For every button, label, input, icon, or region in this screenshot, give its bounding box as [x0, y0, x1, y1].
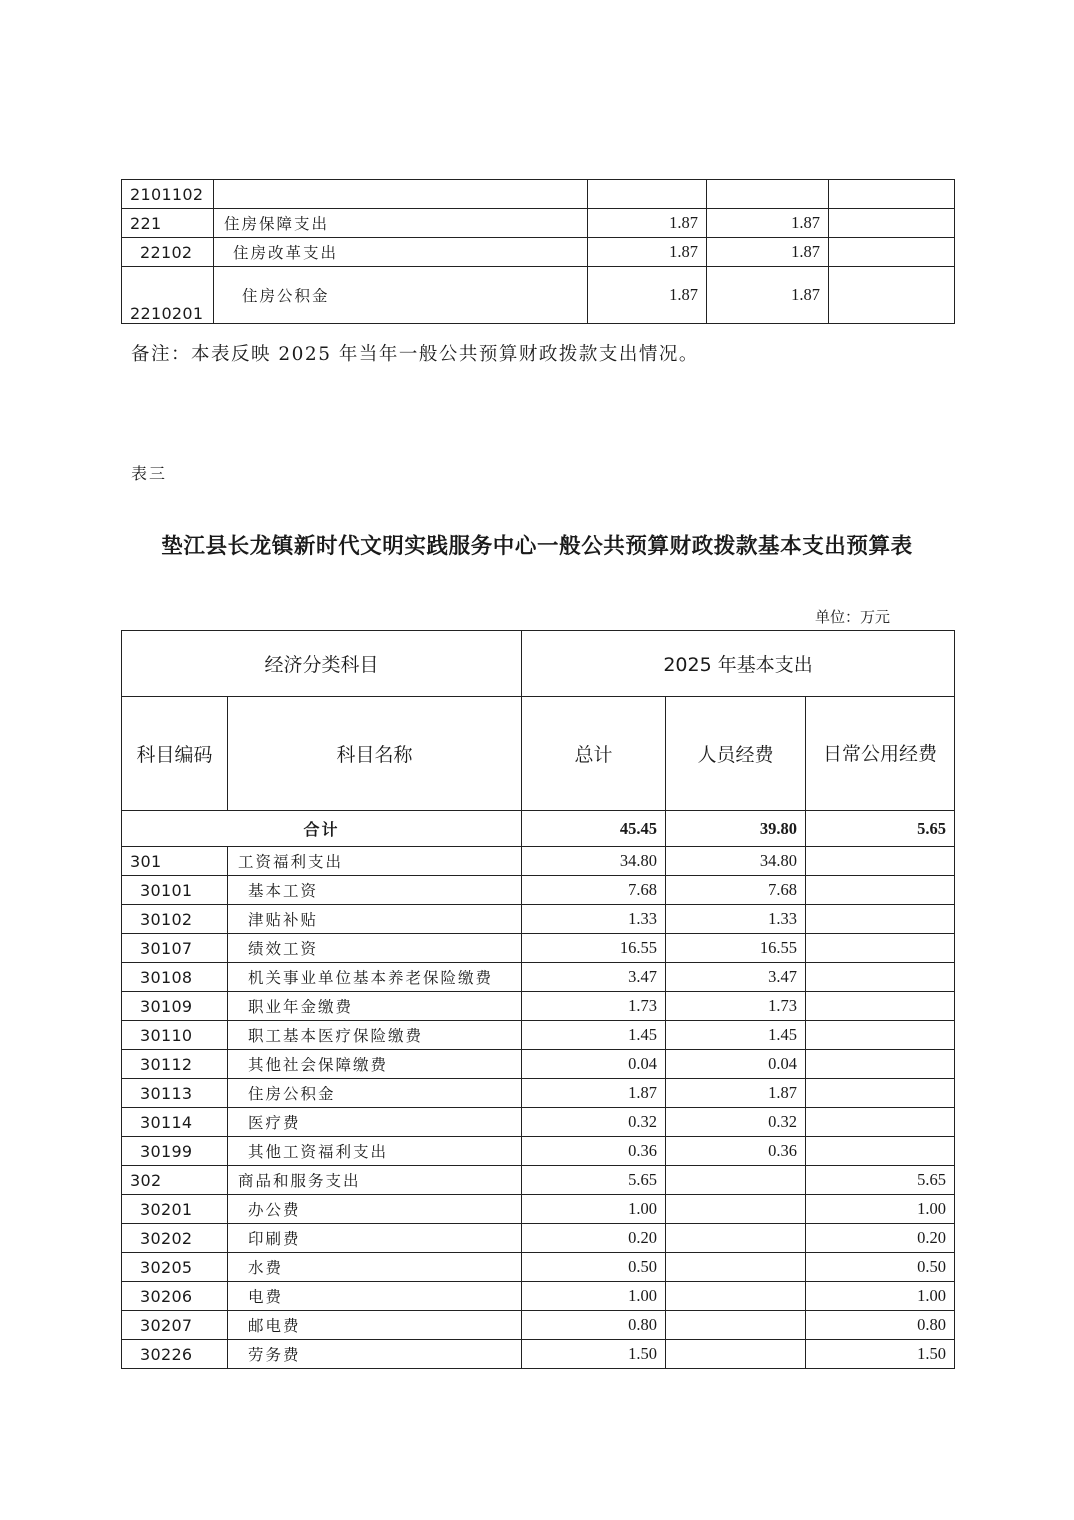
personnel-value: 1.87	[707, 267, 829, 324]
total-value: 3.47	[522, 963, 666, 992]
total-value: 34.80	[522, 847, 666, 876]
public-value	[806, 1021, 955, 1050]
subject-code: 30207	[122, 1311, 228, 1340]
personnel-value: 1.33	[666, 905, 806, 934]
total-value: 5.65	[522, 1166, 666, 1195]
personnel-value	[666, 1253, 806, 1282]
subject-code: 30205	[122, 1253, 228, 1282]
personnel-value	[666, 1195, 806, 1224]
personnel-value: 1.87	[707, 209, 829, 238]
personnel-value: 1.87	[666, 1079, 806, 1108]
personnel-value: 3.47	[666, 963, 806, 992]
table-row	[122, 1137, 955, 1166]
subject-code: 301	[122, 847, 228, 876]
header-economic-classification: 经济分类科目	[122, 631, 522, 697]
subject-code: 30112	[122, 1050, 228, 1079]
public-value: 1.00	[806, 1195, 955, 1224]
table-row	[122, 267, 955, 324]
subject-code: 30109	[122, 992, 228, 1021]
table-row	[122, 1021, 955, 1050]
subject-code: 30108	[122, 963, 228, 992]
previous-table-body	[122, 180, 955, 324]
total-public: 5.65	[806, 811, 955, 847]
header-row-group	[122, 631, 955, 697]
subject-name	[214, 180, 588, 209]
subject-code: 22102	[122, 238, 214, 267]
table-row	[122, 1166, 955, 1195]
personnel-value	[666, 1224, 806, 1253]
public-value	[806, 905, 955, 934]
subject-code: 30102	[122, 905, 228, 934]
basic-expenditure-table	[121, 630, 955, 1369]
total-value	[588, 180, 707, 209]
subject-code: 30107	[122, 934, 228, 963]
subject-name: 电费	[228, 1282, 522, 1311]
total-row	[122, 811, 955, 847]
public-value	[806, 1137, 955, 1166]
personnel-value: 0.32	[666, 1108, 806, 1137]
public-value	[806, 847, 955, 876]
subject-code: 30113	[122, 1079, 228, 1108]
total-value: 0.36	[522, 1137, 666, 1166]
public-value	[829, 267, 955, 324]
table-row	[122, 992, 955, 1021]
subject-name: 办公费	[228, 1195, 522, 1224]
main-table-body	[122, 811, 955, 1369]
subject-code: 2101102	[122, 180, 214, 209]
subject-code: 30114	[122, 1108, 228, 1137]
total-value: 1.87	[588, 267, 707, 324]
header-subject-code: 科目编码	[122, 697, 228, 811]
table-row	[122, 1079, 955, 1108]
subject-name: 其他工资福利支出	[228, 1137, 522, 1166]
table-row	[122, 1282, 955, 1311]
table-row	[122, 847, 955, 876]
public-value	[829, 238, 955, 267]
total-value: 0.20	[522, 1224, 666, 1253]
public-value	[829, 180, 955, 209]
table-label: 表三	[131, 464, 168, 483]
public-value: 1.00	[806, 1282, 955, 1311]
subject-name: 邮电费	[228, 1311, 522, 1340]
table-row	[122, 238, 955, 267]
public-value	[806, 1079, 955, 1108]
subject-name: 其他社会保障缴费	[228, 1050, 522, 1079]
personnel-value	[666, 1282, 806, 1311]
subject-name: 绩效工资	[228, 934, 522, 963]
table-row	[122, 963, 955, 992]
public-value: 0.50	[806, 1253, 955, 1282]
header-row-columns	[122, 697, 955, 811]
table-note: 备注：本表反映 2025 年当年一般公共预算财政拨款支出情况。	[131, 344, 699, 365]
total-value: 1.00	[522, 1282, 666, 1311]
subject-name: 住房改革支出	[214, 238, 588, 267]
unit-label: 单位：万元	[815, 608, 891, 626]
total-value: 0.50	[522, 1253, 666, 1282]
subject-name: 职工基本医疗保险缴费	[228, 1021, 522, 1050]
table-row	[122, 1224, 955, 1253]
header-public-expense	[806, 697, 955, 811]
header-total: 总计	[522, 697, 666, 811]
personnel-value: 16.55	[666, 934, 806, 963]
total-value: 1.73	[522, 992, 666, 1021]
public-value	[806, 876, 955, 905]
personnel-value	[707, 180, 829, 209]
personnel-value: 7.68	[666, 876, 806, 905]
table-row	[122, 1195, 955, 1224]
table-row	[122, 1050, 955, 1079]
personnel-value: 1.73	[666, 992, 806, 1021]
page-title: 垫江县长龙镇新时代文明实践服务中心一般公共预算财政拨款基本支出预算表	[161, 534, 913, 559]
personnel-value: 0.36	[666, 1137, 806, 1166]
total-value: 1.00	[522, 1195, 666, 1224]
public-value	[806, 1108, 955, 1137]
public-value: 0.80	[806, 1311, 955, 1340]
subject-name: 住房公积金	[214, 267, 588, 324]
public-value	[806, 1050, 955, 1079]
table-row	[122, 1108, 955, 1137]
header-public-expense-text: 日常公用经费	[823, 742, 938, 765]
header-basic-expenditure: 2025 年基本支出	[522, 631, 955, 697]
public-value	[806, 992, 955, 1021]
public-value: 1.50	[806, 1340, 955, 1369]
total-value: 1.87	[522, 1079, 666, 1108]
subject-name: 住房保障支出	[214, 209, 588, 238]
total-value: 1.50	[522, 1340, 666, 1369]
public-value	[806, 963, 955, 992]
previous-budget-table	[121, 179, 955, 324]
subject-code: 30201	[122, 1195, 228, 1224]
table-row	[122, 934, 955, 963]
total-label: 合计	[122, 811, 522, 847]
total-value: 1.33	[522, 905, 666, 934]
total-value: 1.87	[588, 238, 707, 267]
subject-name: 水费	[228, 1253, 522, 1282]
table-row	[122, 180, 955, 209]
personnel-value: 0.04	[666, 1050, 806, 1079]
total-value: 7.68	[522, 876, 666, 905]
total-value: 16.55	[522, 934, 666, 963]
personnel-value	[666, 1340, 806, 1369]
public-value	[806, 934, 955, 963]
public-value: 0.20	[806, 1224, 955, 1253]
subject-name: 机关事业单位基本养老保险缴费	[228, 963, 522, 992]
subject-code: 30101	[122, 876, 228, 905]
subject-code: 2210201	[122, 267, 214, 324]
subject-code: 30202	[122, 1224, 228, 1253]
subject-code: 30199	[122, 1137, 228, 1166]
personnel-value: 1.87	[707, 238, 829, 267]
table-row	[122, 209, 955, 238]
subject-code: 30110	[122, 1021, 228, 1050]
subject-name: 基本工资	[228, 876, 522, 905]
subject-name: 医疗费	[228, 1108, 522, 1137]
header-personnel-expense: 人员经费	[666, 697, 806, 811]
subject-name: 印刷费	[228, 1224, 522, 1253]
personnel-value	[666, 1311, 806, 1340]
personnel-value: 1.45	[666, 1021, 806, 1050]
subject-name: 劳务费	[228, 1340, 522, 1369]
subject-code: 30206	[122, 1282, 228, 1311]
public-value: 5.65	[806, 1166, 955, 1195]
table-row	[122, 876, 955, 905]
personnel-value: 34.80	[666, 847, 806, 876]
subject-code: 302	[122, 1166, 228, 1195]
total-value: 1.87	[588, 209, 707, 238]
personnel-value	[666, 1166, 806, 1195]
total-value: 0.04	[522, 1050, 666, 1079]
table-row	[122, 1340, 955, 1369]
header-subject-name: 科目名称	[228, 697, 522, 811]
total-value: 1.45	[522, 1021, 666, 1050]
subject-name: 职业年金缴费	[228, 992, 522, 1021]
table-row	[122, 1311, 955, 1340]
total-total: 45.45	[522, 811, 666, 847]
public-value	[829, 209, 955, 238]
subject-name: 工资福利支出	[228, 847, 522, 876]
subject-name: 商品和服务支出	[228, 1166, 522, 1195]
total-value: 0.80	[522, 1311, 666, 1340]
table-row	[122, 1253, 955, 1282]
table-row	[122, 905, 955, 934]
subject-code: 30226	[122, 1340, 228, 1369]
total-personnel: 39.80	[666, 811, 806, 847]
total-value: 0.32	[522, 1108, 666, 1137]
subject-name: 津贴补贴	[228, 905, 522, 934]
subject-code: 221	[122, 209, 214, 238]
subject-name: 住房公积金	[228, 1079, 522, 1108]
